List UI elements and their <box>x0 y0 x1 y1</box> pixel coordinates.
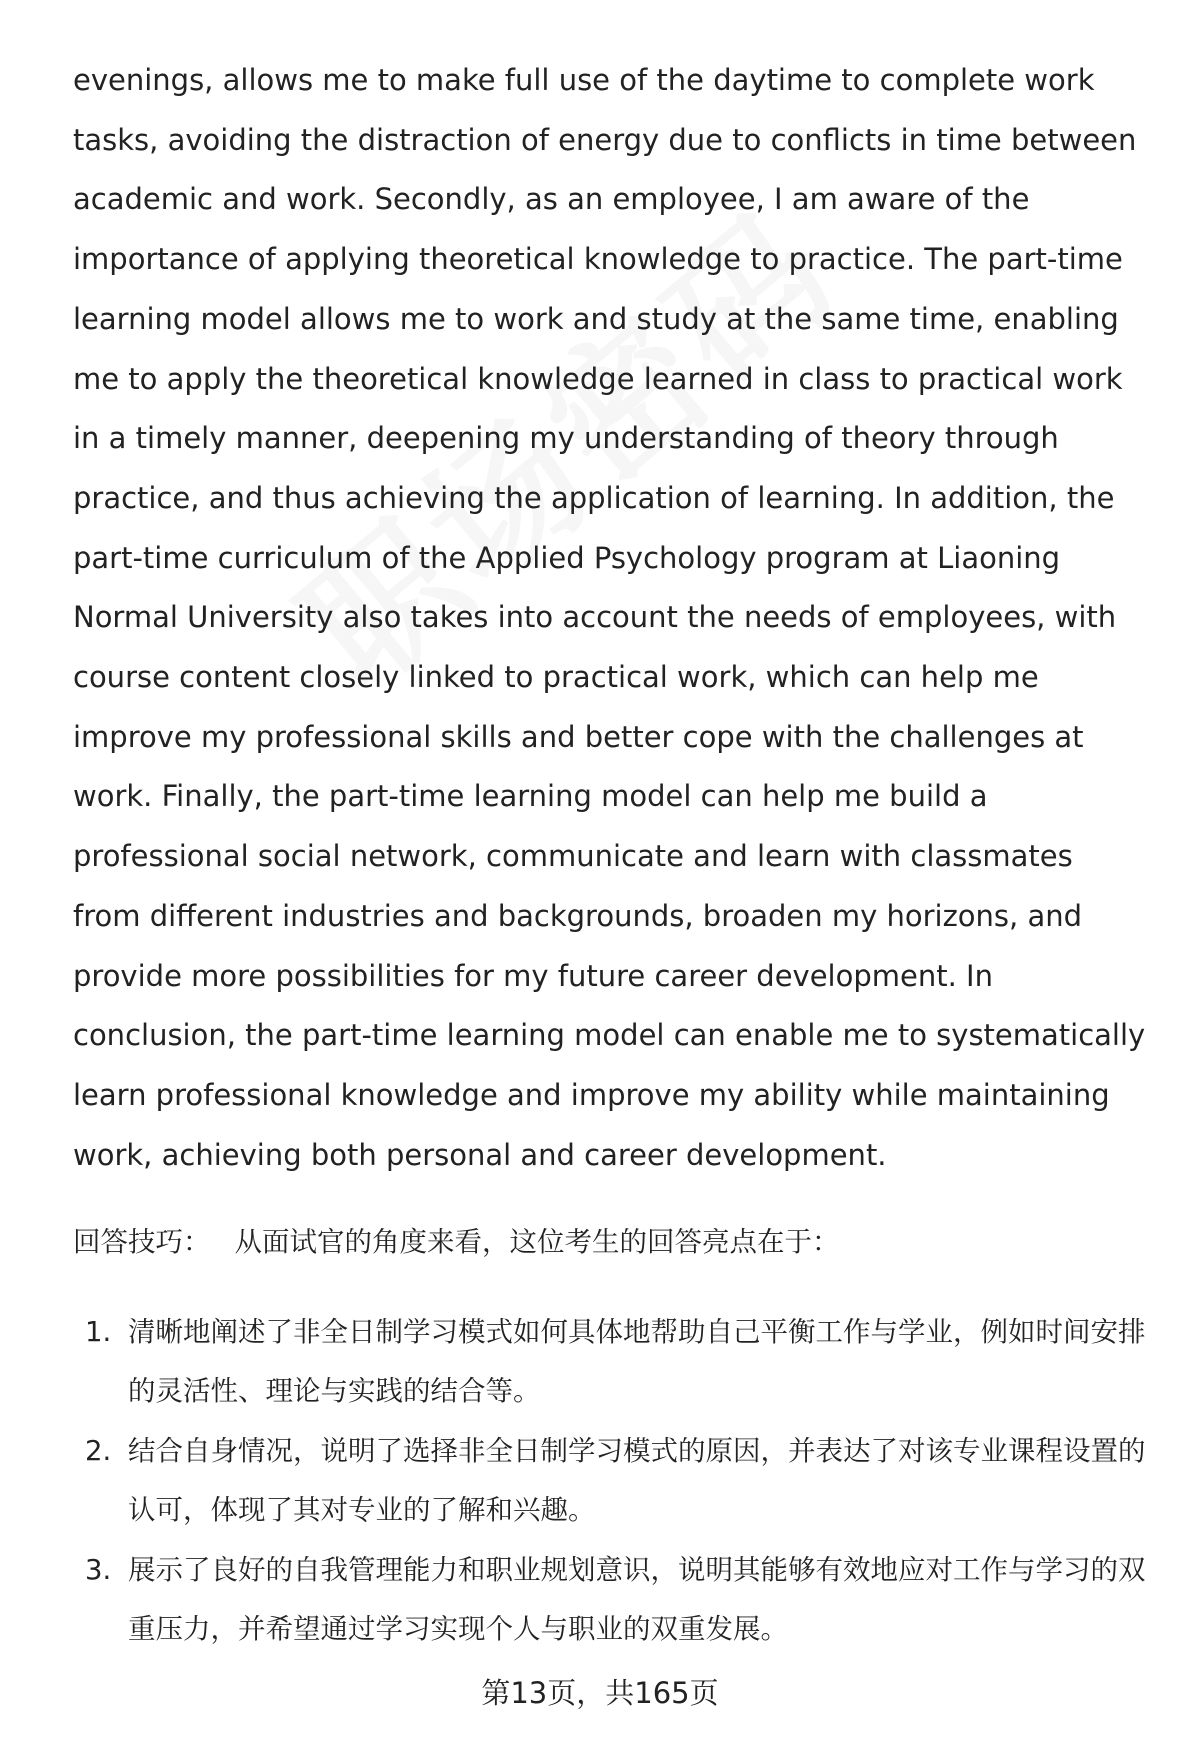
list-item-number: 2. <box>85 1435 112 1467</box>
page-footer <box>0 1668 1200 1718</box>
answer-body <box>73 51 1148 1185</box>
list-item-text: 清晰地阐述了非全日制学习模式如何具体地帮助自己平衡工作与学业，例如时间安排的灵活性、理论与实践的结合等。 <box>128 1316 1146 1407</box>
tips-intro: 从面试官的角度来看，这位考生的回答亮点在于： <box>234 1226 840 1258</box>
answer-paragraph: evenings, allows me to make full use of the daytime to complete work tasks, avoiding the distraction of energy due to conflicts in time between academic and work. Secondly, as an employee, I am aware of the importance of applying theoretical knowledge to practice. The part-time learning model allows me to work and study at the same time, enabling me to apply the theoretical knowledge learned in class to practical work in a timely manner, deepening my understanding of theory through practice, and thus achieving the application of learning. In addition, the part-time curriculum of the Applied Psychology program at Liaoning Normal University also takes into account the needs of employees, with course content closely linked to practical work, which can help me improve my professional skills and better cope with the challenges at work. Finally, the part-time learning model can help me build a professional social network, communicate and learn with classmates from different industries and backgrounds, broaden my horizons, and provide more possibilities for my future career development. In conclusion, the part-time learning model can enable me to systematically learn professional knowledge and improve my ability while maintaining work, achieving both personal and career development. <box>73 63 1146 1172</box>
list-item <box>73 1422 1148 1540</box>
tips-label: 回答技巧： <box>73 1226 211 1258</box>
tips-list <box>73 1303 1148 1660</box>
page-number: 第13页，共165页 <box>481 1676 719 1710</box>
tips-heading <box>73 1214 1148 1270</box>
list-item <box>73 1541 1148 1659</box>
list-item-number: 3. <box>85 1554 112 1586</box>
list-item-text: 结合自身情况，说明了选择非全日制学习模式的原因，并表达了对该专业课程设置的认可，体现了其对专业的了解和兴趣。 <box>128 1435 1146 1526</box>
list-item-text: 展示了良好的自我管理能力和职业规划意识，说明其能够有效地应对工作与学习的双重压力，并希望通过学习实现个人与职业的双重发展。 <box>128 1554 1146 1645</box>
list-item-number: 1. <box>85 1316 112 1348</box>
list-item <box>73 1303 1148 1421</box>
